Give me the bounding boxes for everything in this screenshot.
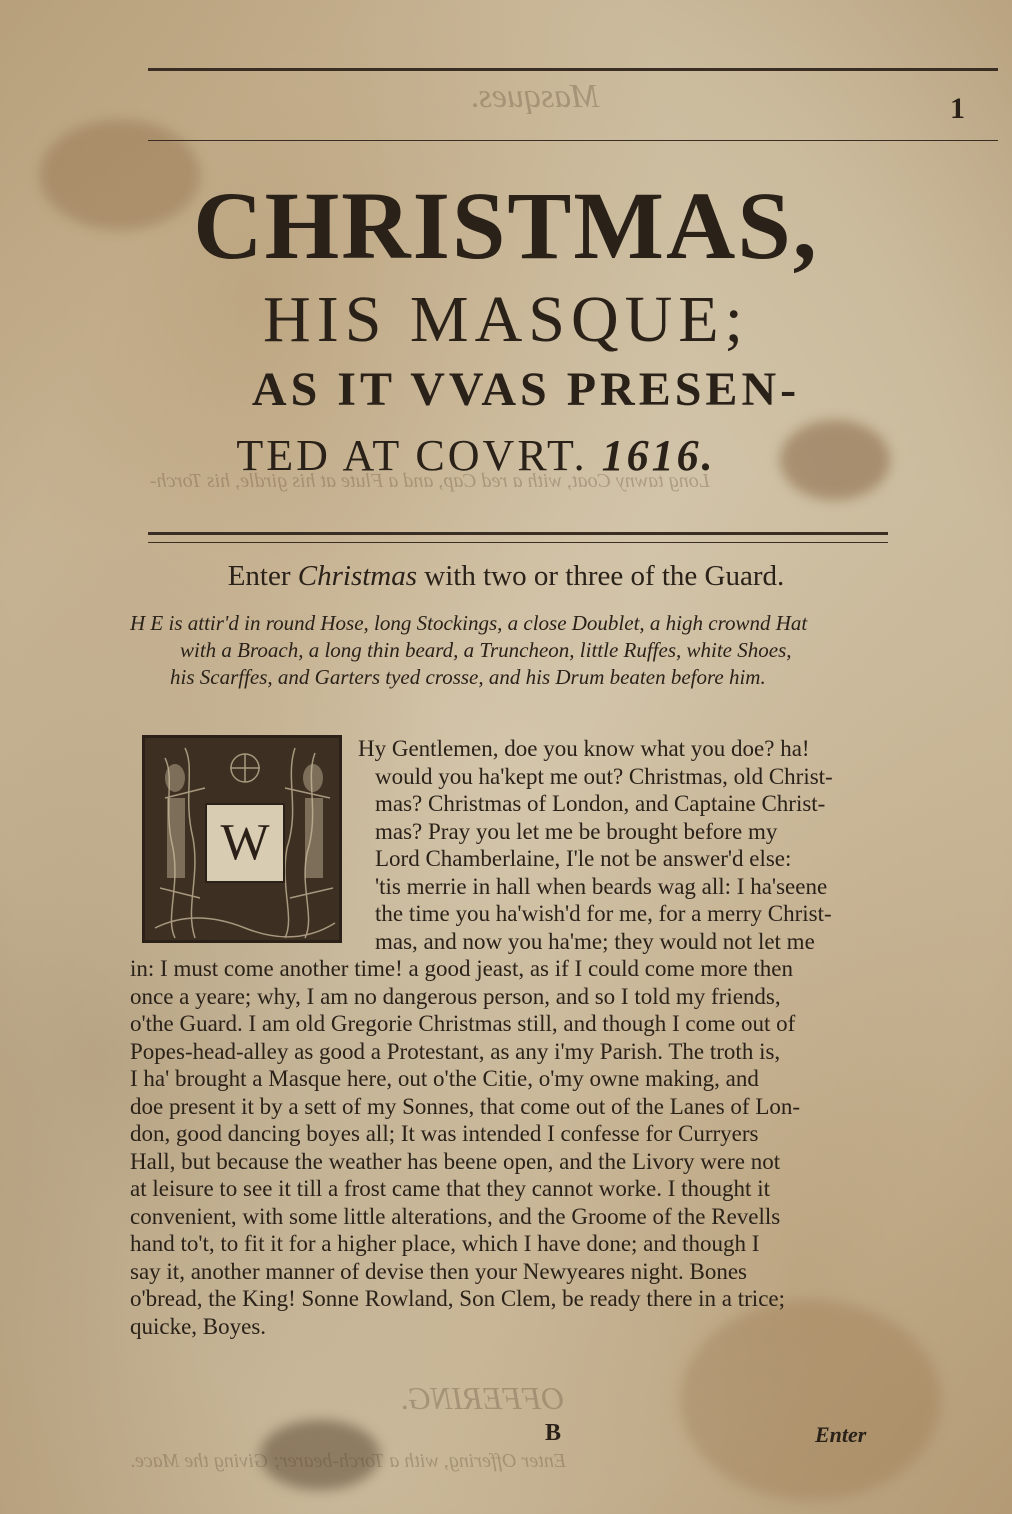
entrance-suffix: with two or three of the Guard.	[424, 560, 785, 592]
bleed-through-text: Enter Offering, with a Torch-bearer; Giving the Mace.	[130, 1450, 567, 1472]
body-line: convenient, with some little alterations, and the Groome of the Revells	[130, 1203, 781, 1229]
body-line: hand to't, to fit it for a higher place, which I have done; and though I	[130, 1231, 760, 1256]
body-line: say it, another manner of devise then your Newyeares night. Bones	[130, 1258, 747, 1284]
body-line: the time you ha'wish'd for me, for a merry Christ-	[375, 901, 832, 926]
body-line: 'tis merrie in hall when beards wag all: I ha'seene	[375, 873, 828, 899]
body-line: Hy Gentlemen, doe you know what you doe? ha!	[358, 736, 810, 761]
body-text	[130, 735, 890, 1340]
body-line: in: I must come another time! a good jeast, as if I could come more then	[130, 956, 793, 981]
title-rule-thin	[148, 542, 888, 543]
title-year: 1616.	[601, 431, 716, 480]
stage-direction	[130, 610, 910, 691]
title-rule	[148, 532, 888, 535]
signature-mark: B	[545, 1420, 562, 1446]
body-line: o'bread, the King! Sonne Rowland, Son Clem, be ready there in a trice;	[130, 1286, 785, 1311]
bleed-through-text: Long tawny Coat, with a red Cap, and a Flute at his girdle, his Torch-	[150, 470, 710, 492]
drop-cap-letter: W	[205, 803, 285, 883]
top-rule-inner	[148, 140, 998, 141]
body-line: doe present it by a sett of my Sonnes, that come out of the Lanes of Lon-	[130, 1093, 801, 1119]
body-line: mas? Christmas of London, and Captaine Christ-	[375, 791, 826, 816]
title-line-2: HIS MASQUE;	[263, 283, 749, 356]
stage-direction-line: H E is attir'd in round Hose, long Stockings, a close Doublet, a high crownd Hat	[130, 611, 808, 635]
bleed-through-text: Masques.	[470, 78, 600, 115]
body-line: o'the Guard. I am old Gregorie Christmas still, and though I come out of	[130, 1011, 796, 1036]
stage-direction-line: with a Broach, a long thin beard, a Truncheon, little Ruffes, white Shoes,	[180, 638, 792, 662]
body-line: quicke, Boyes.	[130, 1313, 267, 1339]
title-line-1: CHRISTMAS,	[193, 172, 819, 279]
title-line-4	[0, 430, 982, 481]
body-line: I ha' brought a Masque here, out o'the Citie, o'my owne making, and	[130, 1066, 759, 1091]
bleed-through-text: OFFERING.	[400, 1380, 565, 1416]
body-line: once a yeare; why, I am no dangerous person, and so I told my friends,	[130, 983, 781, 1009]
entrance-name: Christmas	[297, 560, 418, 592]
body-line: Hall, but because the weather has beene open, and the Livory were not	[130, 1148, 781, 1174]
title-line-3: AS IT VVAS PRESEN-	[251, 363, 801, 416]
catchword: Enter	[815, 1422, 867, 1447]
body-line: don, good dancing boyes all; It was intended I confesse for Curryers	[130, 1121, 759, 1146]
body-line: at leisure to see it till a frost came that they cannot worke. I thought it	[130, 1176, 770, 1201]
body-line: mas, and now you ha'me; they would not let me	[375, 928, 815, 954]
body-line: mas? Pray you let me be brought before my	[375, 818, 778, 844]
entrance-heading	[0, 560, 1012, 593]
stage-direction-line: his Scarffes, and Garters tyed crosse, and his Drum beaten before him.	[170, 665, 766, 689]
page-number: 1	[950, 92, 965, 125]
body-line: would you ha'kept me out? Christmas, old Christ-	[375, 763, 833, 789]
body-line: Popes-head-alley as good a Protestant, as any i'my Parish. The troth is,	[130, 1038, 781, 1064]
body-line: Lord Chamberlaine, I'le not be answer'd else:	[375, 846, 792, 871]
title-court-text: TED AT COVRT.	[236, 431, 588, 480]
top-rule	[148, 68, 998, 71]
entrance-prefix: Enter	[227, 560, 291, 592]
